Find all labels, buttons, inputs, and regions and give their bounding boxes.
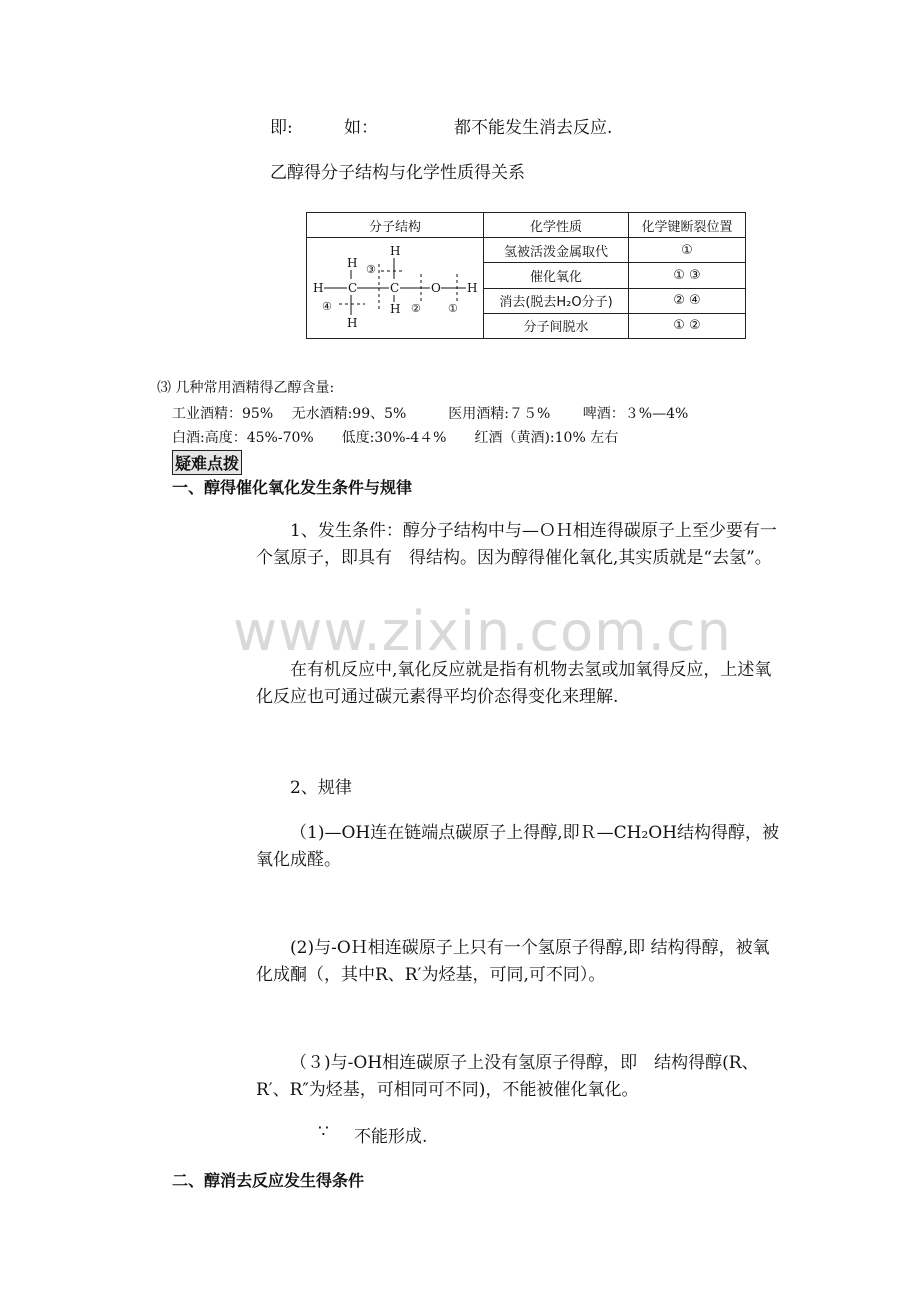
atom-h: H [467, 281, 478, 295]
atom-h: H [347, 316, 358, 330]
atom-h: H [313, 281, 324, 295]
table-title: 乙醇得分子结构与化学性质得关系 [270, 163, 525, 183]
paragraph-rule-3: （３)与-OH相连碳原子上没有氢原子得醇，即 结构得醇(R、R′、R″为烃基，可相同可不同)，不能被催化氧化。 [256, 1053, 759, 1100]
bond-2-label: ② [411, 302, 421, 315]
bond-1-label: ① [448, 302, 458, 315]
heading-1: 一、醇得催化氧化发生条件与规律 [172, 478, 413, 497]
row3-bond: ② ④ [629, 288, 746, 313]
atom-h: H [347, 256, 358, 270]
watermark: www.zixin.com.cn [233, 600, 732, 663]
paragraph-conditions: 1、发生条件：醇分子结构中与—ＯＨ相连得碳原子上至少要有一个氢原子，即具有 得结构。因为醇得催化氧化,其实质就是“去氢”。 [256, 521, 777, 568]
line1-ji: 即: [270, 118, 293, 138]
row1-property: 氢被活泼金属取代 [484, 238, 629, 263]
line1-text: 都不能发生消去反应. [454, 118, 613, 138]
atom-h: H [390, 244, 401, 258]
structure-cell [307, 238, 484, 339]
atom-c: C [348, 281, 358, 295]
row3-property: 消去(脱去H₂O分子) [484, 288, 629, 313]
section3-line2: 白酒:高度：45%-70% 低度:30%-4４% 红酒（黄酒):10% 左右 [172, 430, 619, 446]
atom-c: C [390, 281, 400, 295]
ethanol-structure-diagram [307, 238, 483, 338]
because-symbol: ∵ [318, 1122, 329, 1142]
header-property: 化学性质 [484, 213, 629, 238]
row2-property: 催化氧化 [484, 263, 629, 288]
ethanol-table [306, 212, 746, 339]
section3-title: ⑶ 几种常用酒精得乙醇含量: [157, 380, 335, 396]
row2-bond: ① ③ [629, 263, 746, 288]
paragraph-oxidation: 在有机反应中,氧化反应就是指有机物去氢或加氧得反应，上述氧化反应也可通过碳元素得平均价态得变化来理解. [256, 660, 772, 707]
header-structure: 分子结构 [307, 213, 484, 238]
line1-ru: 如： [344, 118, 378, 138]
section3-line1: 工业酒精：95% 无水酒精:99、5% 医用酒精:７５% 啤酒：３%—4% [172, 406, 689, 422]
paragraph-rule-1: （1)—OH连在链端点碳原子上得醇,即Ｒ—CH₂OH结构得醇，被氧化成醛。 [256, 823, 780, 870]
atom-h: H [390, 302, 401, 316]
header-bond: 化学键断裂位置 [629, 213, 746, 238]
row4-bond: ① ② [629, 313, 746, 338]
row1-bond: ① [629, 238, 746, 263]
bond-4-label: ④ [322, 300, 332, 313]
paragraph-rules: 2、规律 [290, 778, 352, 798]
row4-property: 分子间脱水 [484, 313, 629, 338]
paragraph-cannot-form: 不能形成. [354, 1127, 428, 1147]
paragraph-rule-2: (2)与-OＨ相连碳原子上只有一个氢原子得醇,即 结构得醇，被氧化成酮（，其中R、R′为烃基，可同,可不同）。 [256, 938, 770, 985]
heading-2: 二、醇消去反应发生得条件 [172, 1171, 365, 1190]
difficulty-badge: 疑难点拨 [172, 450, 242, 475]
atom-o: O [431, 281, 441, 295]
bond-3-label: ③ [366, 263, 376, 276]
